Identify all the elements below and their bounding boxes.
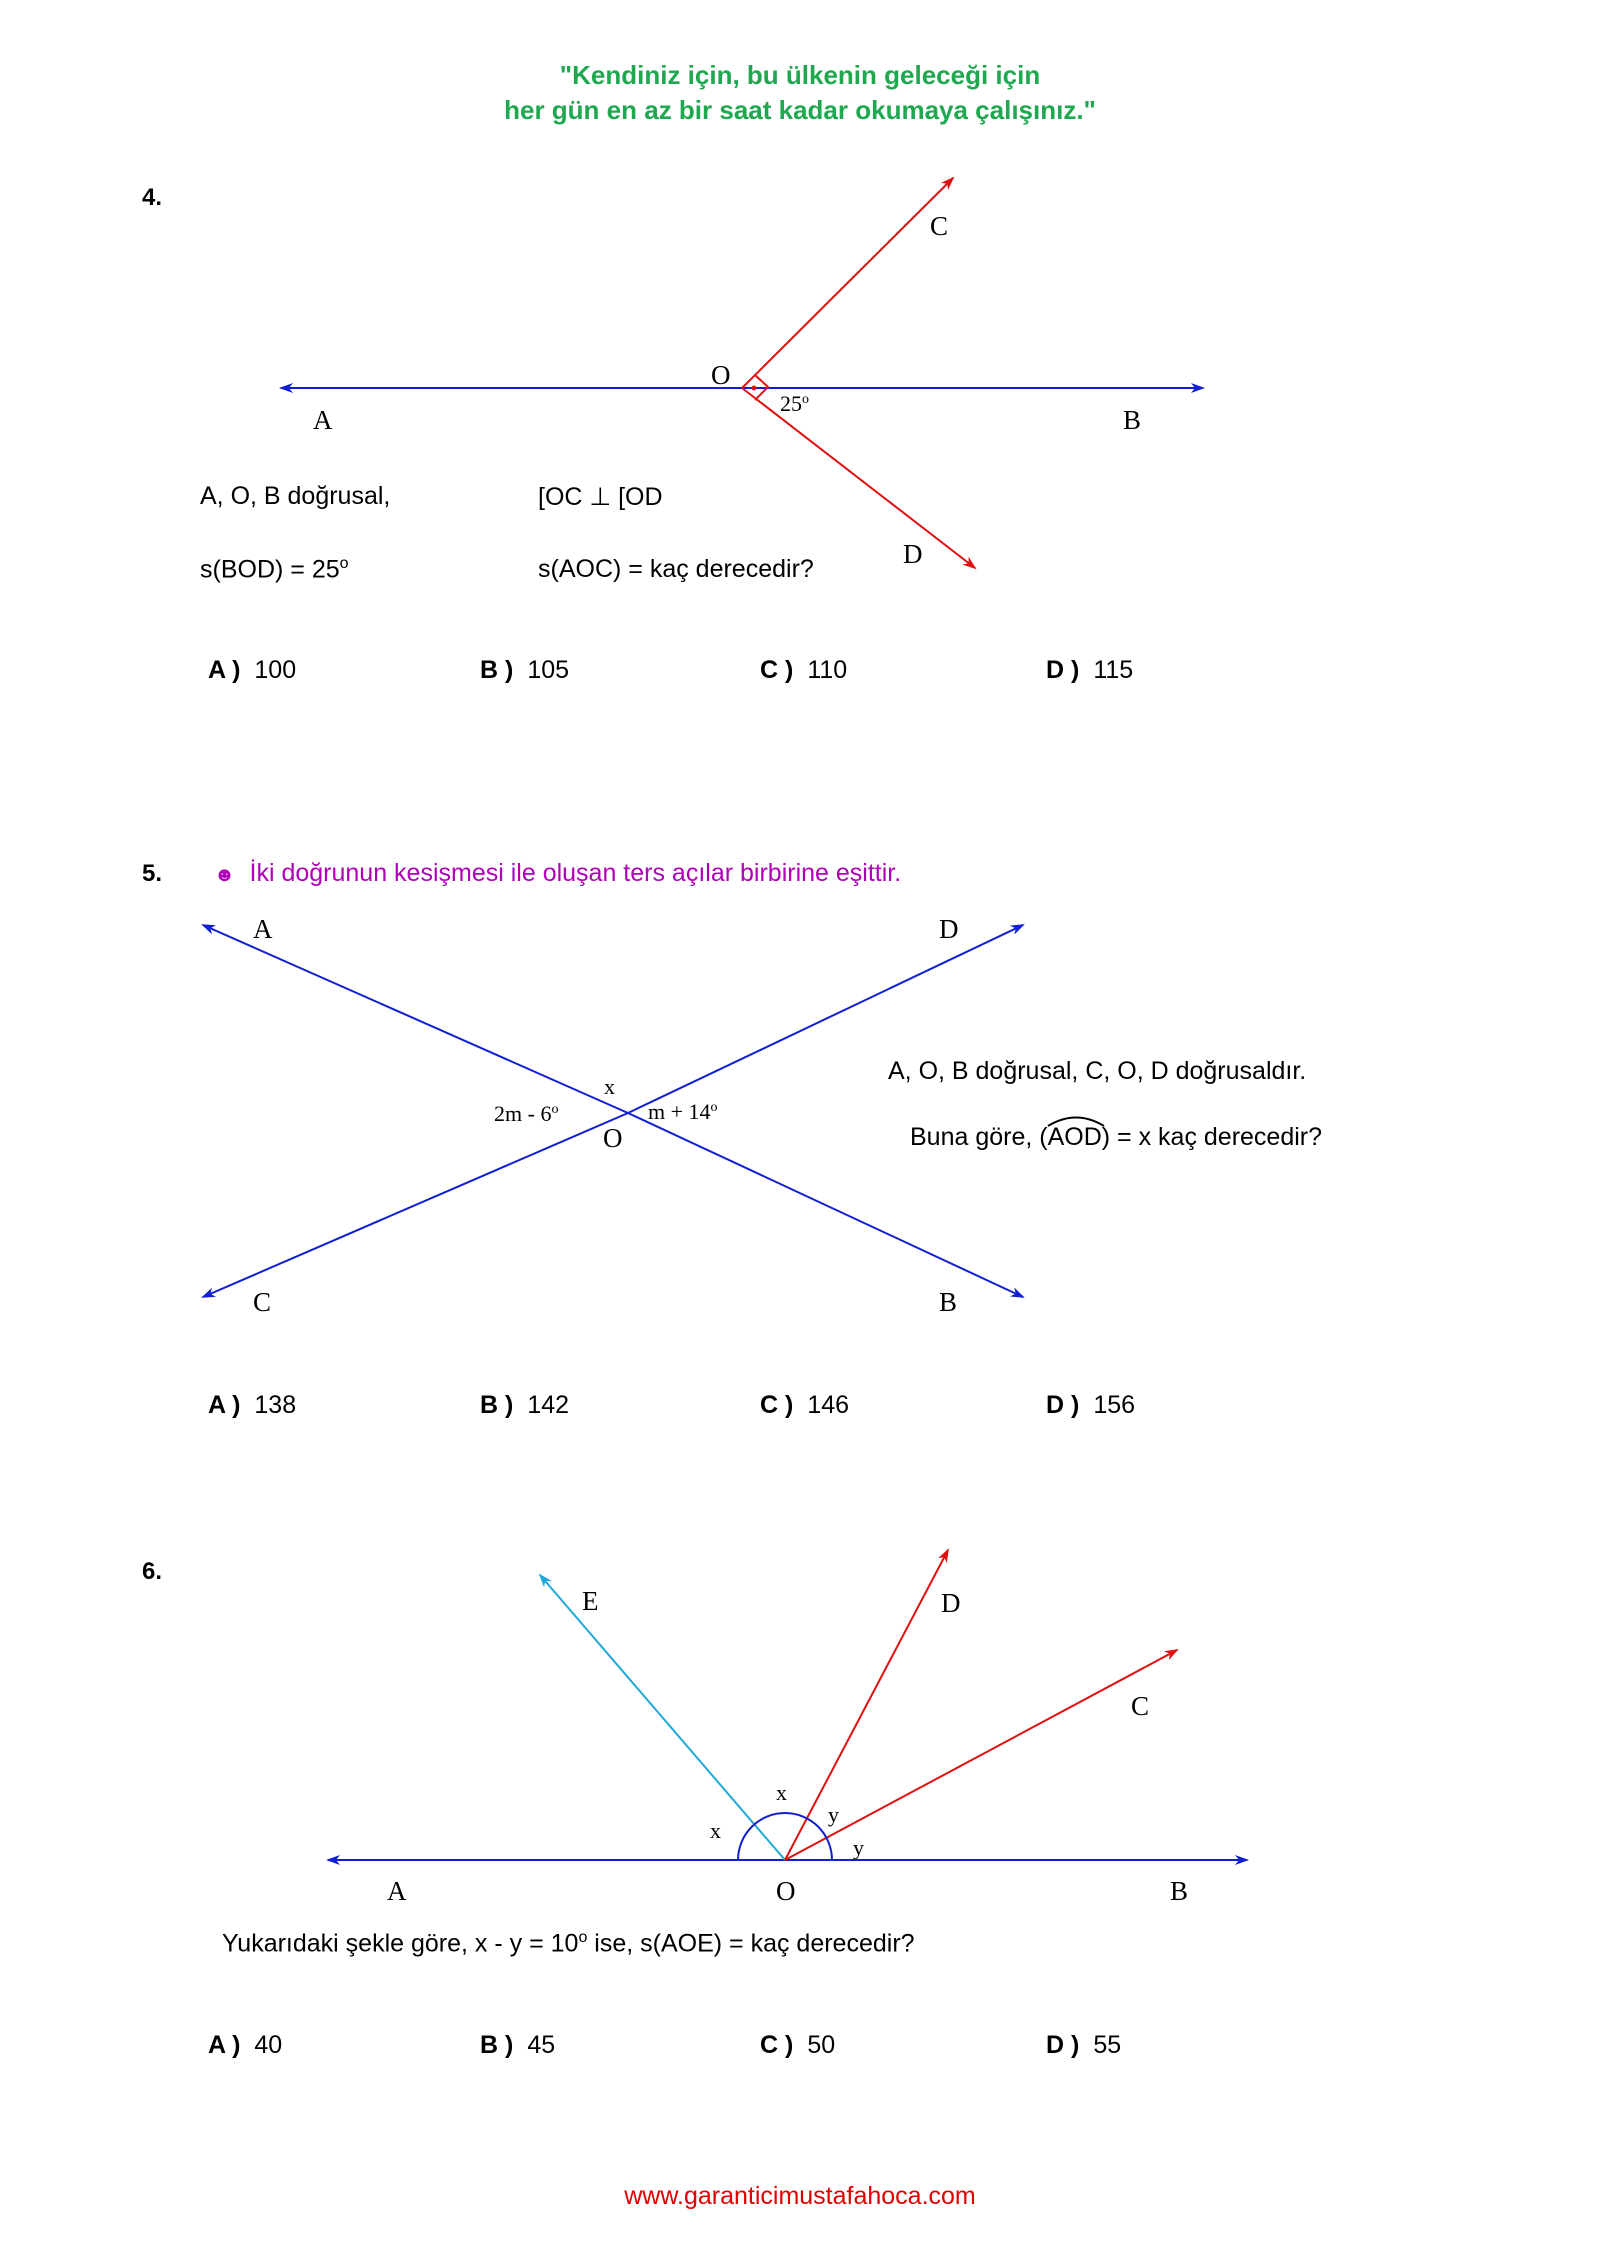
q6-ray-oc xyxy=(785,1650,1177,1860)
q4-perpendicular-statement: [OC ⊥ [OD xyxy=(538,483,663,511)
q4-label-o: O xyxy=(711,360,731,390)
q4-label-a: A xyxy=(313,405,333,435)
q5-label-c: C xyxy=(253,1287,272,1317)
q4-label-d: D xyxy=(903,539,923,569)
q4-given-2: $s(BOD) = 25^o$ xyxy=(200,555,349,584)
q6-label-y-right: y xyxy=(853,1835,864,1860)
q4-given-1: A, O, B doğrusal, xyxy=(200,482,391,510)
q5-label-d: D xyxy=(939,914,959,944)
q4-option-d[interactable]: D ) 115 xyxy=(1046,656,1134,684)
smiley-icon: ☻ xyxy=(214,864,236,886)
q5-label-a: A xyxy=(253,914,273,944)
q5-label-o: O xyxy=(603,1123,623,1153)
q6-option-d[interactable]: D ) 55 xyxy=(1046,2031,1122,2059)
q4-option-a[interactable]: A ) 100 xyxy=(208,656,297,684)
q6-angle-arc xyxy=(738,1813,832,1860)
q6-ray-od xyxy=(785,1550,948,1860)
quote-line-2: her gün en az bir saat kadar okumaya çalışınız." xyxy=(504,95,1096,125)
footer-url[interactable]: www.garanticimustafahoca.com xyxy=(624,2182,976,2210)
q6-label-d: D xyxy=(941,1588,961,1618)
q6-label-b: B xyxy=(1170,1876,1189,1906)
q5-option-b[interactable]: B ) 142 xyxy=(480,1391,570,1419)
q5-left-angle: 2m - 6$^o$ xyxy=(494,1101,559,1126)
q5-statement: A, O, B doğrusal, C, O, D doğrusaldır. xyxy=(888,1057,1307,1085)
q4-question: s(AOC) = kaç derecedir? xyxy=(538,555,814,583)
q6-label-y-top: y xyxy=(828,1802,839,1827)
q5-label-x: x xyxy=(604,1074,615,1099)
q6-label-x-left: x xyxy=(710,1818,721,1843)
quote-line-1: "Kendiniz için, bu ülkenin geleceği için xyxy=(559,60,1041,90)
q6-label-c: C xyxy=(1131,1691,1150,1721)
question-4-number: 4. xyxy=(142,184,163,211)
q5-question: Buna göre, ( AOD) = x kaç derecedir? xyxy=(910,1123,1322,1152)
q5-label-b: B xyxy=(939,1287,958,1317)
q4-option-b[interactable]: B ) 105 xyxy=(480,656,570,684)
q4-angle-label: 25$^o$ xyxy=(780,391,809,416)
q6-label-x-top: x xyxy=(776,1780,787,1805)
q5-tip-text: İki doğrunun kesişmesi ile oluşan ters açılar birbirine eşittir. xyxy=(249,859,902,887)
q6-option-b[interactable]: B ) 45 xyxy=(480,2031,556,2059)
q5-option-c[interactable]: C ) 146 xyxy=(760,1391,850,1419)
q4-label-b: B xyxy=(1123,405,1142,435)
q6-option-a[interactable]: A ) 40 xyxy=(208,2031,283,2059)
q5-arc-notation: AOD xyxy=(1048,1123,1102,1152)
q6-ray-oe xyxy=(540,1575,785,1860)
q6-label-o: O xyxy=(776,1876,796,1906)
question-6-number: 6. xyxy=(142,1558,163,1585)
q6-question: Yukarıdaki şekle göre, $x - y = 10^o$ ise, s(AOE) = kaç derecedir? xyxy=(222,1929,915,1958)
q5-option-d[interactable]: D ) 156 xyxy=(1046,1391,1136,1419)
q4-option-c[interactable]: C ) 110 xyxy=(760,656,848,684)
q6-label-e: E xyxy=(582,1586,599,1616)
q6-option-c[interactable]: C ) 50 xyxy=(760,2031,836,2059)
question-5-number: 5. xyxy=(142,860,163,887)
q5-right-angle: $m + 14^o$ xyxy=(648,1099,718,1124)
q6-label-a: A xyxy=(387,1876,407,1906)
q5-option-a[interactable]: A ) 138 xyxy=(208,1391,297,1419)
q4-label-c: C xyxy=(930,211,949,241)
